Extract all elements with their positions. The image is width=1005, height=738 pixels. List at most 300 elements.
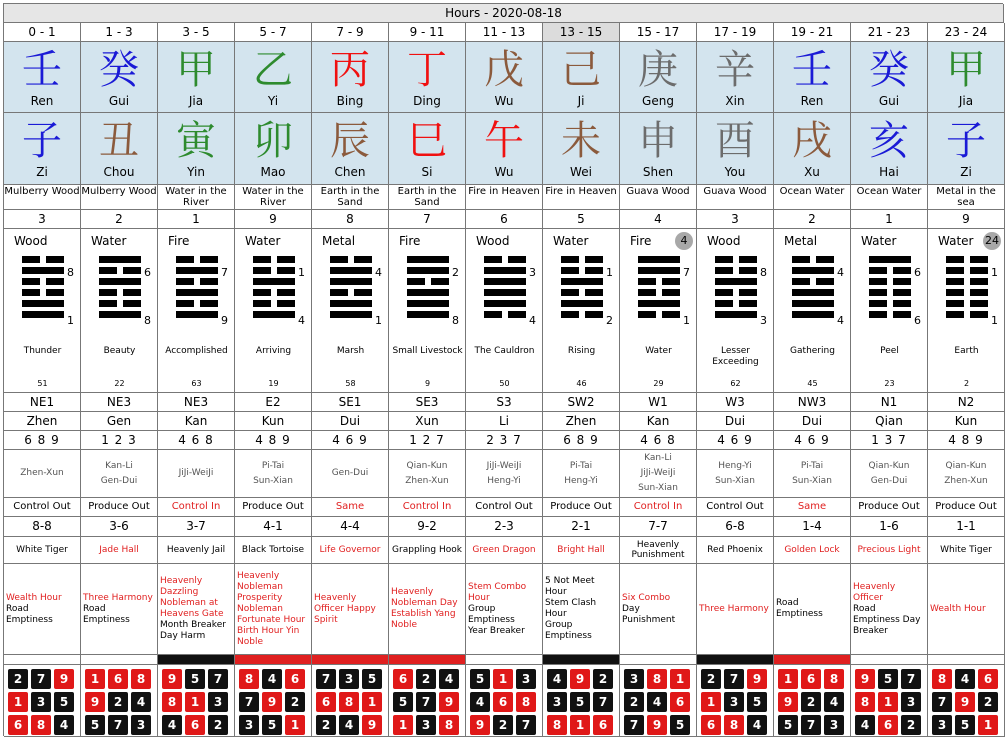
stem-glyph: 辛: [715, 47, 755, 93]
star-name: Jade Hall: [81, 537, 158, 564]
event-label: Wealth Hour: [6, 592, 62, 603]
line-bar: [277, 289, 295, 296]
flying-star-square: 6: [185, 715, 205, 735]
upper-trigram-number: 7: [221, 266, 228, 279]
event-label: Stem Combo Hour: [468, 581, 527, 603]
hour-range[interactable]: 3 - 5: [158, 23, 235, 42]
pair-label: Sun-Xian: [638, 483, 678, 493]
flying-star-square: 3: [131, 715, 151, 735]
pair-label: Qian-Kun: [406, 460, 448, 471]
hexagram-pairs: [466, 450, 543, 498]
line-bar: [508, 311, 526, 318]
hexagram-line: [561, 278, 603, 285]
pair-label: JiJi-WeiJi: [178, 468, 214, 478]
hour-column[interactable]: [697, 23, 774, 737]
hexagram-line: [407, 311, 449, 318]
hour-column[interactable]: [620, 23, 697, 737]
hexagram-line: [792, 267, 834, 274]
hexagram-line: [946, 256, 988, 263]
three-numbers: 4 6 8: [158, 431, 235, 450]
flying-star-square: 1: [778, 669, 798, 689]
star-name: White Tiger: [928, 537, 1005, 564]
line-bar: [407, 311, 449, 318]
flying-star-square: 2: [978, 692, 998, 712]
stem-pinyin: Ding: [413, 94, 441, 108]
lower-trigram-number: 8: [452, 314, 459, 327]
line-bar: [585, 267, 603, 274]
line-bar: [561, 267, 579, 274]
branch-pinyin: Chen: [334, 165, 366, 179]
flying-star-row: [624, 669, 696, 689]
lower-trigram-number: 9: [221, 314, 228, 327]
hexagram-cell[interactable]: [928, 229, 1005, 393]
hour-column[interactable]: [81, 23, 158, 737]
flying-star-square: 9: [439, 692, 459, 712]
hexagram-line: [638, 289, 680, 296]
hour-range[interactable]: 19 - 21: [774, 23, 851, 42]
flying-star-square: 9: [85, 692, 105, 712]
element-relation: Produce Out: [81, 498, 158, 517]
flying-star-grid: [389, 665, 466, 737]
line-bar: [330, 267, 372, 274]
hexagram-name: Marsh: [336, 346, 365, 356]
line-bar: [176, 300, 194, 307]
heavenly-stem: [697, 42, 774, 113]
branch-pinyin: Shen: [642, 165, 674, 179]
trigram: Kan: [620, 412, 697, 431]
three-numbers: 4 6 9: [697, 431, 774, 450]
flying-star-square: 5: [85, 715, 105, 735]
flying-star-row: [239, 669, 311, 689]
flying-star-square: 5: [747, 692, 767, 712]
flying-star-square: 8: [932, 669, 952, 689]
line-bar: [407, 256, 449, 263]
flying-star-row: [393, 669, 465, 689]
hexagram-line: [869, 300, 911, 307]
hexagram-line: [715, 278, 757, 285]
stem-glyph: 癸: [99, 47, 139, 93]
flying-star-square: 5: [185, 669, 205, 689]
line-bar: [715, 300, 733, 307]
hexagram-line: [176, 267, 218, 274]
line-bar: [484, 311, 502, 318]
hexagram-number: 23: [884, 379, 895, 388]
ratio: 2-3: [466, 517, 543, 537]
auspicious-events: [851, 564, 928, 655]
flying-star-row: [162, 669, 234, 689]
earthly-branch: [851, 113, 928, 185]
flying-star-square: 8: [724, 715, 744, 735]
lower-trigram-number: 2: [606, 314, 613, 327]
pair-label: Pi-Tai: [800, 460, 824, 471]
hour-column[interactable]: [774, 23, 851, 737]
three-numbers: 1 2 3: [81, 431, 158, 450]
line-bar: [970, 256, 988, 263]
line-bar: [123, 289, 141, 296]
period-number: 6: [466, 210, 543, 229]
heavenly-stem: [4, 42, 81, 113]
hexagram-line: [946, 289, 988, 296]
hexagram-line: [99, 311, 141, 318]
line-bar: [330, 278, 372, 285]
hour-range[interactable]: 17 - 19: [697, 23, 774, 42]
star-name: Black Tortoise: [235, 537, 312, 564]
branch-pinyin: Xu: [804, 165, 820, 179]
hexagram-cell[interactable]: [543, 229, 620, 393]
pair-label: Zhen-Xun: [944, 475, 988, 486]
period-number: 8: [312, 210, 389, 229]
flying-star-row: [316, 669, 388, 689]
auspicious-events: [4, 564, 81, 655]
ratio: 2-1: [543, 517, 620, 537]
branch-pinyin: You: [724, 165, 746, 179]
hexagram-number: 29: [653, 379, 664, 388]
line-bar: [893, 311, 911, 318]
hour-column[interactable]: [928, 23, 1004, 737]
flying-star-row: [547, 715, 619, 735]
hexagram-line: [869, 289, 911, 296]
hexagram-line: [792, 311, 834, 318]
event-label: Day Punishment: [622, 603, 676, 625]
flying-star-square: 8: [239, 669, 259, 689]
period-number: 7: [389, 210, 466, 229]
flying-star-row: [624, 715, 696, 735]
flying-star-row: [778, 692, 850, 712]
hexagram-pairs: [312, 450, 389, 498]
hour-column[interactable]: [851, 23, 928, 737]
hexagram-cell[interactable]: [851, 229, 928, 393]
line-bar: [715, 267, 733, 274]
flying-star-grid: [4, 665, 81, 737]
line-bar: [22, 267, 64, 274]
upper-trigram-number: 6: [914, 266, 921, 279]
hour-range[interactable]: 9 - 11: [389, 23, 466, 42]
flying-star-square: 5: [670, 715, 690, 735]
line-bar: [407, 278, 425, 285]
hour-column[interactable]: [543, 23, 620, 737]
hour-range[interactable]: 5 - 7: [235, 23, 312, 42]
hour-range[interactable]: 21 - 23: [851, 23, 928, 42]
line-bar: [946, 256, 964, 263]
hexagram-pairs: [235, 450, 312, 498]
hexagram-name: The Cauldron: [474, 346, 535, 356]
hexagram-line: [792, 300, 834, 307]
auspicious-events: [774, 564, 851, 655]
hour-range[interactable]: 15 - 17: [620, 23, 697, 42]
line-bar: [22, 300, 64, 307]
hexagram-cell[interactable]: [158, 229, 235, 393]
flying-star-square: 3: [239, 715, 259, 735]
status-bar: [928, 655, 1005, 665]
hexagram-line: [638, 256, 680, 263]
flying-star-square: 9: [54, 669, 74, 689]
hexagram-cell[interactable]: [81, 229, 158, 393]
stem-pinyin: Ren: [30, 94, 54, 108]
hour-column[interactable]: [312, 23, 389, 737]
flying-star-square: 2: [624, 692, 644, 712]
flying-star-row: [85, 692, 157, 712]
flying-star-grid: [466, 665, 543, 737]
flying-star-square: 4: [647, 692, 667, 712]
element-relation: Control Out: [4, 498, 81, 517]
hexagram-line: [253, 289, 295, 296]
hexagram-name: Beauty: [103, 346, 136, 356]
flying-star-square: 3: [547, 692, 567, 712]
stem-pinyin: Gui: [878, 94, 900, 108]
stem-glyph: 丁: [407, 47, 447, 93]
event-label: Road Emptiness: [776, 598, 823, 619]
line-bar: [253, 300, 271, 307]
line-bar: [946, 311, 964, 318]
hexagram-cell[interactable]: [389, 229, 466, 393]
flying-star-row: [85, 669, 157, 689]
stem-glyph: 甲: [946, 47, 986, 93]
line-bar: [585, 311, 603, 318]
hexagram-lines: [946, 256, 988, 322]
hexagram-number: 9: [424, 379, 431, 388]
hexagram-line: [792, 289, 834, 296]
branch-pinyin: Si: [421, 165, 433, 179]
heavenly-stem: [466, 42, 543, 113]
auspicious-events: [312, 564, 389, 655]
status-bar: [851, 655, 928, 665]
period-number: 3: [697, 210, 774, 229]
flying-star-square: 7: [724, 669, 744, 689]
pair-label: Pi-Tai: [569, 460, 593, 471]
hexagram-element: Metal: [784, 234, 818, 248]
hour-column[interactable]: [466, 23, 543, 737]
hexagram-name: Lesser Exceeding: [712, 346, 759, 367]
heavenly-stem: [620, 42, 697, 113]
star-name: Life Governor: [312, 537, 389, 564]
pair-label: Qian-Kun: [868, 460, 910, 471]
flying-star-row: [393, 692, 465, 712]
trigram: Qian: [851, 412, 928, 431]
line-bar: [792, 289, 834, 296]
hexagram-element: Metal: [322, 234, 356, 248]
stem-pinyin: Yi: [267, 94, 279, 108]
line-bar: [816, 278, 834, 285]
flying-star-row: [547, 669, 619, 689]
element-relation: Control Out: [697, 498, 774, 517]
flying-star-square: 2: [208, 715, 228, 735]
hexagram-cell[interactable]: [620, 229, 697, 393]
hexagram-element: Fire: [399, 234, 421, 248]
direction: SW2: [543, 393, 620, 412]
hexagram-line: [22, 278, 64, 285]
flying-star-row: [932, 692, 1004, 712]
hexagram-line: [946, 300, 988, 307]
trigram: Dui: [697, 412, 774, 431]
hour-range[interactable]: 11 - 13: [466, 23, 543, 42]
line-bar: [946, 267, 964, 274]
hexagram-line: [561, 300, 603, 307]
flying-star-square: 2: [416, 669, 436, 689]
line-bar: [253, 311, 295, 318]
flying-star-square: 5: [54, 692, 74, 712]
branch-glyph: 戌: [792, 118, 832, 164]
hexagram-line: [869, 311, 911, 318]
direction: N2: [928, 393, 1005, 412]
status-bar: [774, 655, 851, 665]
element-relation: Control Out: [466, 498, 543, 517]
flying-star-square: 9: [570, 669, 590, 689]
line-bar: [176, 256, 194, 263]
line-bar: [484, 278, 526, 285]
event-label: Six Combo: [622, 592, 671, 603]
nayin-element: Fire in Heaven: [543, 185, 620, 210]
hexagram-element: Wood: [476, 234, 510, 248]
trigram: Xun: [389, 412, 466, 431]
line-bar: [561, 278, 603, 285]
hour-range[interactable]: 13 - 15: [543, 23, 620, 42]
line-bar: [330, 256, 348, 263]
heavenly-stem: [158, 42, 235, 113]
line-bar: [816, 256, 834, 263]
status-bar: [620, 655, 697, 665]
flying-star-row: [316, 715, 388, 735]
hour-column[interactable]: [4, 23, 81, 737]
line-bar: [330, 300, 372, 307]
hexagram-line: [99, 256, 141, 263]
hexagram-cell[interactable]: [774, 229, 851, 393]
hour-column[interactable]: [235, 23, 312, 737]
flying-star-square: 9: [855, 669, 875, 689]
flying-star-square: 8: [339, 692, 359, 712]
event-label: Road Emptiness: [6, 603, 53, 625]
flying-star-square: 5: [362, 669, 382, 689]
hexagram-line: [407, 267, 449, 274]
stem-pinyin: Jia: [188, 94, 204, 108]
upper-trigram-number: 2: [452, 266, 459, 279]
nayin-element: Ocean Water: [851, 185, 928, 210]
heavenly-stem: [851, 42, 928, 113]
line-bar: [662, 289, 680, 296]
line-bar: [22, 311, 64, 318]
flying-star-square: 6: [878, 715, 898, 735]
hexagram-cell[interactable]: [312, 229, 389, 393]
line-bar: [638, 300, 680, 307]
hour-column[interactable]: [158, 23, 235, 737]
branch-pinyin: Yin: [187, 165, 205, 179]
flying-star-square: 8: [855, 692, 875, 712]
flying-star-row: [855, 692, 927, 712]
auspicious-events: [543, 564, 620, 655]
hexagram-pairs: [81, 450, 158, 498]
trigram: Dui: [312, 412, 389, 431]
hexagram-line: [407, 256, 449, 263]
line-bar: [277, 267, 295, 274]
ratio: 1-6: [851, 517, 928, 537]
flying-star-row: [470, 692, 542, 712]
status-bar: [4, 655, 81, 665]
flying-star-square: 9: [262, 692, 282, 712]
hour-range[interactable]: 7 - 9: [312, 23, 389, 42]
hexagram-element: Water: [91, 234, 127, 248]
nayin-element: Mulberry Wood: [4, 185, 81, 210]
element-relation: Produce Out: [851, 498, 928, 517]
flying-star-grid: [928, 665, 1005, 737]
hexagram-line: [484, 300, 526, 307]
hexagram-line: [176, 311, 218, 318]
line-bar: [46, 278, 64, 285]
ratio: 4-1: [235, 517, 312, 537]
nayin-element: Earth in the Sand: [312, 185, 389, 210]
flying-star-row: [470, 715, 542, 735]
flying-star-grid: [620, 665, 697, 737]
hexagram-line: [561, 256, 603, 263]
event-label: Day Harm: [160, 631, 206, 641]
line-bar: [277, 256, 295, 263]
line-bar: [869, 256, 911, 263]
flying-star-square: 1: [185, 692, 205, 712]
hexagram-line: [176, 300, 218, 307]
flying-star-square: 4: [855, 715, 875, 735]
element-relation: Same: [312, 498, 389, 517]
hexagram-name: Peel: [880, 346, 899, 356]
line-bar: [407, 267, 449, 274]
hexagram-cell[interactable]: [4, 229, 81, 393]
hexagram-badge: 24: [983, 232, 1001, 250]
line-bar: [638, 256, 680, 263]
line-bar: [253, 256, 271, 263]
trigram: Kan: [158, 412, 235, 431]
stem-glyph: 庚: [638, 47, 678, 93]
hexagram-cell[interactable]: [235, 229, 312, 393]
upper-trigram-number: 1: [991, 266, 998, 279]
stem-glyph: 乙: [253, 47, 293, 93]
flying-star-square: 7: [316, 669, 336, 689]
flying-star-square: 1: [285, 715, 305, 735]
line-bar: [484, 267, 526, 274]
trigram: Kun: [928, 412, 1005, 431]
line-bar: [484, 289, 526, 296]
flying-star-row: [855, 715, 927, 735]
line-bar: [99, 267, 117, 274]
star-name: Heavenly Jail: [158, 537, 235, 564]
hexagram-number: 2: [963, 379, 970, 388]
earthly-branch: [158, 113, 235, 185]
flying-star-square: 9: [362, 715, 382, 735]
line-bar: [277, 300, 295, 307]
hexagram-cell[interactable]: [697, 229, 774, 393]
hexagram-cell[interactable]: [466, 229, 543, 393]
hour-range[interactable]: 23 - 24: [928, 23, 1005, 42]
hexagram-line: [22, 300, 64, 307]
flying-star-row: [701, 692, 773, 712]
hour-column[interactable]: [389, 23, 466, 737]
hexagram-pairs: [158, 450, 235, 498]
flying-star-row: [701, 715, 773, 735]
hexagram-line: [253, 311, 295, 318]
hour-range[interactable]: 1 - 3: [81, 23, 158, 42]
line-bar: [970, 278, 988, 285]
hours-table: [3, 3, 1003, 736]
hexagram-line: [176, 278, 218, 285]
hexagram-line: [869, 267, 911, 274]
line-bar: [638, 278, 656, 285]
hour-range[interactable]: 0 - 1: [4, 23, 81, 42]
flying-star-square: 1: [393, 715, 413, 735]
status-bar: [389, 655, 466, 665]
period-number: 1: [158, 210, 235, 229]
line-bar: [970, 267, 988, 274]
flying-star-square: 7: [239, 692, 259, 712]
flying-star-square: 4: [54, 715, 74, 735]
event-label: Road Emptiness: [83, 603, 130, 625]
heavenly-stem: [235, 42, 312, 113]
earthly-branch: [774, 113, 851, 185]
